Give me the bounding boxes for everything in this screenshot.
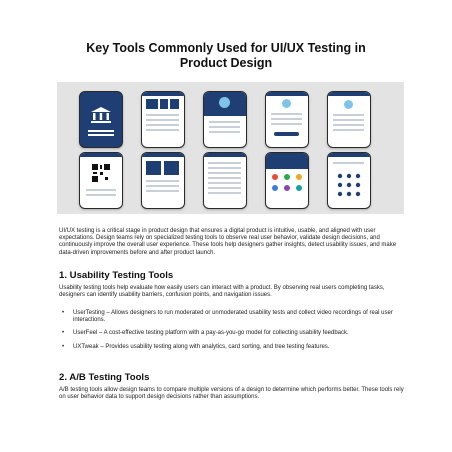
section-heading-usability: 1. Usability Testing Tools bbox=[59, 270, 174, 281]
list-item: • UserFeel – A cost-effective testing platform with a pay-as-you-go model for collecting usability feedback. bbox=[59, 330, 404, 337]
phone-mockup-settings bbox=[327, 91, 371, 148]
qr-code-icon bbox=[91, 163, 111, 183]
section-text-ab: A/B testing tools allow design teams to compare multiple versions of a design to determine which performs better. These tools rely on user behavior data to support design decisions rather than assumptions. bbox=[59, 387, 404, 401]
section-heading-ab: 2. A/B Testing Tools bbox=[59, 372, 150, 383]
list-item: • UXTweak – Provides usability testing along with analytics, card sorting, and tree testing features. bbox=[59, 344, 404, 351]
hero-image bbox=[57, 82, 404, 214]
avatar bbox=[219, 97, 230, 108]
phone-mockup-profile bbox=[203, 91, 247, 148]
phone-mockup-keypad bbox=[327, 152, 371, 209]
intro-paragraph: UI/UX testing is a critical stage in product design that ensures a digital product is intuitive, usable, and aligned with user expectations. Design teams rely on specialized testing tools to observe real user behavior, validate design decisions, and continuously improve the overall user experience. These tools help designers gather insights, detect usability issues, and make data-driven improvements before and after product launch. bbox=[59, 228, 397, 256]
phone-mockup-list bbox=[141, 91, 185, 148]
phone-mockup-qr bbox=[79, 152, 123, 209]
phone-mockup-transfer bbox=[141, 152, 185, 209]
phone-mockup-statement bbox=[203, 152, 247, 209]
phone-mockup-dashboard bbox=[265, 152, 309, 209]
avatar bbox=[282, 99, 291, 108]
keypad-icon bbox=[335, 171, 363, 199]
list-item: • UserTesting – Allows designers to run moderated or unmoderated usability tests and collect video recordings of real user interactions. bbox=[59, 310, 404, 324]
page-title: Key Tools Commonly Used for UI/UX Testing in Product Design bbox=[86, 41, 366, 70]
phone-mockup-form bbox=[265, 91, 309, 148]
phone-mockup-bank bbox=[79, 91, 123, 148]
usability-tools-list bbox=[59, 310, 404, 351]
section-text-usability: Usability testing tools help evaluate how easily users can interact with a product. By observing real users completing tasks, designers can identify usability barriers, confusion points, and navigation issues. bbox=[59, 285, 385, 299]
avatar bbox=[344, 100, 353, 109]
bank-icon bbox=[90, 106, 112, 124]
